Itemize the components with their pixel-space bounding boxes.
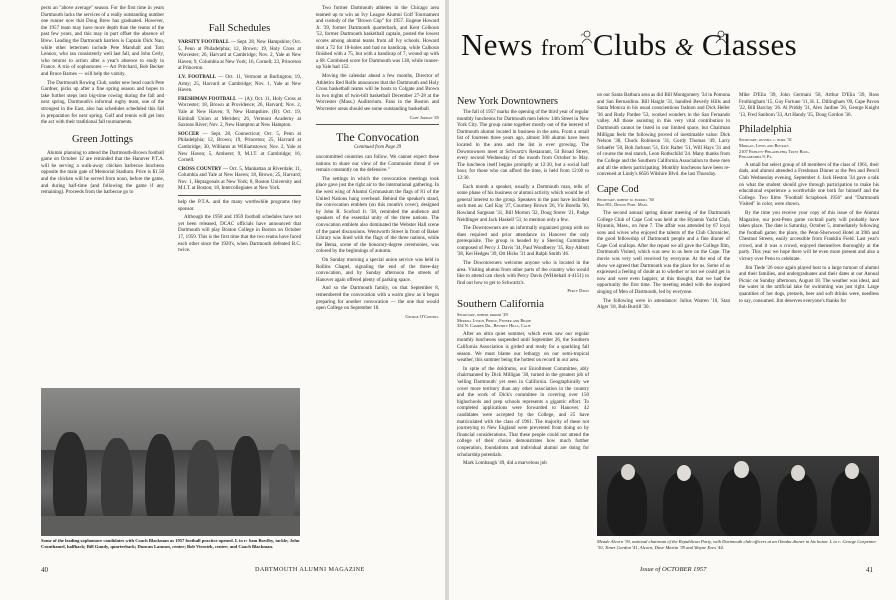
issue-date: Issue of OCTOBER 1957 — [640, 566, 707, 573]
schedule-text: — Oct. 11, Vermont at Burlington; 19, Army; 25, Harvard at Cambridge; Nov. 1, Yale at New Haven. — [178, 73, 301, 94]
schedule-entry — [178, 166, 301, 192]
cape-cod-heading: Cape Cod — [597, 183, 639, 195]
convocation-heading: The Convocation — [336, 130, 419, 145]
schedule-label: CROSS COUNTRY — [178, 165, 222, 172]
article-paragraph: And so the Dartmouth family, on that September 8, remembered the convocation with a warm glow as it began preparing for another convocation — the one that would open College on September 18. — [316, 285, 439, 312]
article-signature: Cliff Jordan '45 — [409, 114, 439, 120]
article-paragraph: The Dartmouth Rowing Club, under new head coach Pete Gardner, picks up after a fine spring season and hopes to take further steps into big-time rowing during the fall and next spring. Dartmouth's informal rugby team, one of the strongest in the East, also has schedules scheduled this fall in preparation for next spring. Golf and tennis will get into the act with their traditional fall tournaments. — [41, 79, 164, 126]
schedule-text: — Oct. 5, Manhattan at Riverdale; 11, Columbia and Yale at New Haven; 18, Brown; 25, Harvard; Nov. 1, Heptagonals at New York; 8, Boston University and M.I.T. at Boston; 18, Intercollegiates at New York. — [178, 165, 301, 192]
coach-figure — [269, 444, 295, 524]
person-figure — [663, 472, 703, 536]
article-paragraph: uncommitted countries can follow. We cannot expect these nations to share our view of the Communist threat if we remain constantly on the defensive." — [316, 154, 439, 174]
article-paragraph: Each month a speaker, usually a Dartmouth man, tells of some phase of his business or alumni activity which would be of general interest to the group. Speakers in the past have included such men as: Carl Kay '27, Courtney Brown '26, Vic Borella '30, Rowland Sargeant '31, Bill Morton '32, Doug Storer '21, Padge Neidlinger and Jack Haskell '51, to mention only a few. — [457, 183, 589, 223]
schedule-label: J.V. FOOTBALL — [178, 73, 217, 80]
continued-note: Continued from Page 29 — [353, 145, 402, 151]
article-paragraph: on our Santa Barbara area as did Bill Montgomery '34 in Pomona and San Bernardino. Bill Haight '31, handled Beverly Hills and Santa Monica in his usual conscientious fashion and Dick Heller '36 and Rudy Pardee '53, worked wonders in the San Fernando valley. All those assisting in this very vital contribution to Dartmouth cannot be listed in our limited space, but Chairman Milligan feels the following proved of inestimable value: Dick Nelson '38, Chuck Robinson '31, Gordy Thomas '49, Larry Schaefer '50, Bob Jackson '51, Eric Ralter '51, Will Hays '31 and of course the real stanch, Leon Rothschild '24. Many thanks from the College and the Southern California Association to these men and all the others participating. Monthly luncheons have been re-convened at Lindy's 6656 Wilshire Blvd. the last Thursday. — [597, 92, 730, 178]
player-figure — [145, 434, 175, 524]
left-column-3 — [316, 5, 439, 560]
new-york-downtowners-heading: New York Downtowners — [457, 96, 559, 107]
article-paragraph: The following were in attendance: Julius Warren '10, Stan Alger '18, Bob Burrill '30. — [597, 297, 730, 311]
schedule-label: VARSITY FOOTBALL — [178, 39, 230, 45]
article-paragraph: The settings in which the convocation meetings took place gave just the right air to the international gathering. In the west wing of Alumni Gymnasium the flags of 81 of the United Nations hung overhead. Behind the speaker's stand, the convocation emblem (on this month's cover), designed by John R. Scoford Jr. '38, reminded the audience and speakers of the essential unity of the three nations. The convocation emblem also dominated the Webster Hall scene of the panel discussions. Wentworth Street in front of Baker Library was lined with the flags of the three nations, while the Bema, scene of the honorary-degree ceremonies, was colored by the beginnings of autumn. — [316, 175, 439, 255]
left-page — [0, 0, 445, 600]
masthead-word: & — [674, 35, 694, 61]
masthead-word: Classes — [701, 27, 797, 62]
article-paragraph: Although the 1958 and 1959 football schedules have not yet been released, DCAC officials have announced that Dartmouth will play Boston College in Boston on October 17, 1959. This is the first time that the two teams have faced each other since the 1920's, when Dartmouth defeated B.C. twice. — [178, 214, 301, 254]
secretary-address: Secretary, robert m. burrill '30 Box 851, Dennis Port, Mass. — [597, 196, 654, 208]
person-face — [791, 465, 805, 481]
schedule-entry — [178, 131, 301, 164]
green-jottings-heading: Green Jottings — [72, 133, 133, 145]
person-face — [677, 465, 691, 481]
page-number: 40 — [41, 566, 48, 574]
page-number: 41 — [866, 566, 873, 574]
cherub-figure-icon — [579, 30, 595, 44]
schedule-entry — [178, 74, 301, 94]
player-figure — [53, 432, 87, 524]
article-paragraph: Two former Dartmouth athletes in the Chicago area teamed up to win an Ivy League Alumni Golf Tournament and custody of the "Brown Cup" for 1957. Eugene Howard Jr. '39, former Dartmouth quarterback, and Kent Colhoun '52, former Dartmouth basketball captain, posted the lowest scores among alumni teams from all Ivy schools. Howard shot a 72 for 18-holes and had no handicap, while Calhoun finished with a 75, but with a handicap of 7, wound up with a 68. Combined score for Dartmouth was 138, while runner-up Yale had 152. — [316, 5, 439, 71]
article-paragraph: The Downtowners are an informally organized group with no dues required and prior attendance in Hanover the only prerequisite. The group is headed by a Steering Committee composed of Percy J. Davis '34, Paul Woodberry '35, Roy Abbott '38, Kei Hedges '39, Ott Hicks '31 and Ralph Smith '46. — [457, 225, 589, 258]
divider — [316, 124, 439, 125]
person-face — [845, 463, 859, 479]
masthead-word: from — [540, 35, 585, 60]
article-paragraph: Moving the calendar ahead a few months, Director of Athletics Red Rolfe announces that the Dartmouth and Holy Cross basketball teams will be hosts to Colgate and Brown in two nights of twin-bill basketball December 27-28 at the Worcester (Mass.) Auditorium. Fans in the Boston and Worcester areas should see some outstanding basketball. — [316, 72, 439, 112]
article-paragraph: pects an "above average" season. For the first time in years Dartmouth lacks the services of a really outstanding number one runner now that Doug Brew has graduated. However, the 1957 team may have more depth than the teams of the past few years, and this may in part offset the absence of Brew. Leading the Dartmouth harriers is Captain Dick Nau, while other lettermen include Pete Marshall and Tom Lennox, who ran consistently well last fall, and John Cerly, who returns to action after a year's absence to study in France. A trio of sophomores — Art Pritchard, Bob Becker and Bruce Barnes — will help the varsity. — [41, 5, 164, 77]
divider — [178, 195, 301, 196]
schedule-label: FRESHMAN FOOTBALL — [178, 95, 237, 102]
photo-ground — [41, 516, 300, 536]
article-paragraph: Alumni planning to attend the Dartmouth-Brown football game on October 12 are reminded that the Hanover P.T.A. will be serving a walk-away chicken barbecue luncheon opposite the main gate of Memorial Stadium. Price is $1.50 and the chicken will be served from noon, before the game, and during half-time (and following the game if any remaining). Proceeds from the barbecue go to — [41, 149, 164, 196]
article-paragraph: Mark Lombaugh '49, did a marvelous job — [463, 460, 547, 467]
schedule-entry — [178, 96, 301, 129]
southern-california-heading: Southern California — [457, 298, 545, 311]
article-paragraph: On Sunday morning a special union service was held in Rollins Chapel, signaling the end of the three-day convocation, and by Sunday afternoon the streets of Hanover again offered plenty of parking space. — [316, 257, 439, 283]
masthead — [461, 28, 895, 84]
player-figure — [231, 436, 261, 524]
person-figure — [831, 470, 871, 536]
player-figure — [187, 440, 219, 524]
article-paragraph: help the P.T.A. and the many worthwhile programs they sponsor. — [178, 199, 301, 212]
fall-schedules-heading: Fall Schedules — [208, 23, 271, 34]
masthead-title — [461, 28, 895, 65]
right-column-3 — [739, 92, 879, 452]
article-signature: Percy Davis — [567, 288, 589, 294]
schedule-label: SOCCER — [178, 130, 200, 137]
right-column-1 — [457, 92, 589, 562]
football-team-photo — [41, 388, 300, 536]
photo-caption: Meade Alcorn '30, national chairman of the Republican Party, with Dartmouth club officers at an Omaha dinner in his honor. L to r: George Carpenter '30, Timer Gordon '41, Alcorn, Dave Martin '39 and Wayne Eves '44. — [597, 539, 877, 550]
article-paragraph: The Downtowners welcome anyone who is located in the area. Visiting alumni from other parts of the country who would like to attend can check with Percy Davis (WHitehall 4-4151) to find out how to get to Schwartz's. — [457, 260, 589, 286]
person-face — [734, 461, 749, 478]
player-figure — [101, 438, 133, 524]
schedule-text: — Sept. 28, New Hampshire; Oct. 5, Penn at Philadelphia; 12, Brown; 19, Holy Cross at Worcester; 26, Harvard at Cambridge; Nov. 2, Yale at New Haven; 9, Columbia at New York; 16, Cornell; 23, Princeton at Princeton. — [178, 39, 301, 72]
article-paragraph: Jim Tiede '26 once again played host to a large turnout of alumni and their families, and undergraduates and their dates at our Annual Picnic on Sunday afternoon, August 18. The weather was ideal, and the water in the artificial lake for swimming was just right. Large quantities of hot dogs, pretzels, beer and soft drinks were, needless to say, consumed. Jim deserves everyone's thanks for — [739, 264, 879, 304]
masthead-word: Clubs — [592, 27, 667, 62]
article-paragraph: Mike D'Elia '39, John Germani '58, Arthur D'Elia '39, Ross Frothingham '15, Guy Fortune '11, H. L. Dillingham '09, Cape Pavon '22, Bill Barclay '26. Al Priddy '31, Alex Jardine '26, George Knight '13, Fred Sanborn '33, Art Handy '35, Doug Gordon '36. — [739, 92, 879, 118]
masthead-word: News — [461, 27, 533, 62]
cherub-figure-icon — [713, 30, 729, 44]
article-paragraph: After an ultra quiet summer, which even saw our regular monthly luncheons suspended until September 26, the Southern California Association is girded and ready for a sparkling fall season. We must blame our lethargy on our semi-tropical weather, this summer being the hottest on record in our area. — [457, 330, 589, 364]
philadelphia-heading: Philadelphia — [739, 124, 792, 136]
article-signature: George O'Connell — [405, 313, 439, 319]
secretary-address: Secretary, russell c. burk '31 Morgan, Lewis and Bockius 2107 Fidelity-Philadelphia Trust Bldg. Philadelphia 9, Pa. — [739, 137, 810, 160]
magazine-name: DARTMOUTH ALUMNI MAGAZINE — [255, 566, 365, 573]
article-paragraph: In spite of the doldrums, our Enrollment Committee, ably chairmanned by Dick Milligan '30, turned in the greatest job of 'selling Dartmouth' yet seen in California. Geographically we cover more territory than any other association in the country and the work of Dick's committee in covering over 150 highschools and prep schools represents a gigantic effort. To completed applications were forwarded to Hanover. 42 candidates were accepted by the College, and 25 have matriculated with the class of 1961. The majority of these not journeying to New England were prevented from doing so by financial considerations. That these people could not attend the college of their choice demonstrates how much further cooperation, foundations and individual alumni are doing for scholarship potentials. — [457, 365, 589, 458]
schedule-entry — [178, 39, 301, 72]
schedule-text: — Sept. 28, Connecticut; Oct. 5, Penn at Philadelphia; 12, Brown; 19, Princeton; 25, Harvard at Cambridge; 30, Williams at Williamstown; Nov. 2, Yale at New Haven; 5, Amherst; 9, M.I.T. at Cambridge; 16, Cornell. — [178, 130, 301, 164]
article-paragraph: The second annual spring dinner meeting of the Dartmouth College Club of Cape Cod was held at the Hyannis Yacht Club, Hyannis, Mass., on June 7. The affair was attended by 67 loyal sons and wives who enjoyed the talents of the Club Chronicler, the good fellowship of Dartmouth people and a fine dinner of Cape Cod scallops. After the repast we all gave the College film, Dartmouth Visited, which was new to us here on the Cape. The movie was very well received by everyone. At the end of the show we agreed that Dartmouth was the place for us. Some of us expressed a feeling of doubt as to whether or not we could get in now and were even happier, at this thought, that we had the opportunity the first time. The meeting ended with the inspired singing of Men of Dartmouth, led by everyone. — [597, 209, 730, 296]
omaha-dinner-photo — [597, 456, 879, 536]
person-figure — [777, 472, 817, 536]
person-figure — [719, 468, 761, 536]
right-column-2 — [597, 92, 730, 452]
photo-caption: Some of the leading sophomore candidates with Coach Blackman as 1957 football practice opened. L to r: Sam Bowlby, tackle; John Crouthamel, halfback; Bill Gundy, quarterback; Duncan Lamson, center; Bob Virostek, center; and Coach Blackman. — [41, 538, 300, 549]
article-paragraph: A small but select group of 48 members of the class of 1961, their dads, and alumni attended a Freshman Dinner at the Pen and Pencil Club Wednesday evening, September 4. Jack Heston '34 gave a talk on what the student should give through participation to make his educational experience a worthwhile one both for himself and the College. Two films "Football Scrapbook 1956" and "Dartmouth Visited" in color, were shown. — [739, 161, 879, 208]
schedule-text: — (A): Oct. 11, Holy Cross at Worcester; 18, Brown at Providence; 26, Harvard; Nov. 2, Yale at New Haven; 9, New Hampshire. (B): Oct. 19, Kimball Union at Meriden; 26, Vermont Academy at Saxtons River; Nov. 2, New Hampton at New Hampton. — [178, 95, 301, 129]
article-paragraph: The fall of 1957 marks the opening of the third year of regular monthly luncheons for Dartmouth men below 14th Street in New York City. The group came together mostly out of the interest of Dartmouth alumni located in business in the area. From a small list of fourteen three years ago, almost 300 alumni have been located in the area and the list is ever growing. The Downtowners meet at Schwartz's Restaurant, 54 Broad Street, every second Wednesday of the month from October to May. The luncheon itself begins promptly at 12:30, but a social half hour, for those who can afford the time, is held from 12:00 to 12:30. — [457, 109, 589, 181]
secretary-address: Secretary, robert parker '29 Merrill Lynch, Pierce, Fenner and Beane 354 N. Camden Dr., Beverly Hills, Calif. — [457, 312, 532, 329]
article-paragraph: By the time you receive your copy of this issue of the Alumni Magazine, our post-Penn game cocktail party will probably have taken place. The date is Saturday, October 5, immediately following the football game; the place, the Penn-Sherwood Hotel at 39th and Chestnut Streets, easily accessible from Franklin Field. Last year's crowd, and it was a crowd, enjoyed themselves thoroughly at the party. This year we hope there will be even more present and also a victory over Penn to celebrate. — [739, 209, 879, 263]
person-face — [621, 464, 635, 480]
left-column-2 — [178, 5, 301, 385]
